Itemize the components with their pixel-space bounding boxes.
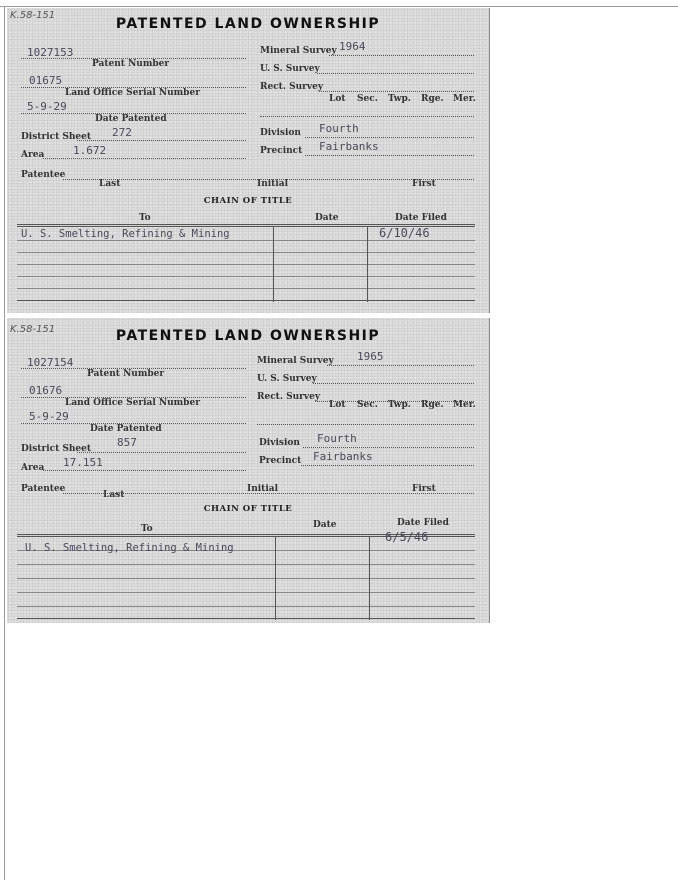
patentee-label: Patentee bbox=[21, 170, 66, 180]
name-col-first: First bbox=[412, 179, 436, 189]
chain-col-date-filed: Date Filed bbox=[395, 213, 447, 223]
name-col-first: First bbox=[412, 484, 436, 494]
serial-number-label: Land Office Serial Number bbox=[65, 88, 200, 98]
rect-survey-label: Rect. Survey bbox=[260, 82, 324, 92]
rect-col-rge: Rge. bbox=[421, 94, 444, 104]
chain-of-title-heading: CHAIN OF TITLE bbox=[203, 196, 293, 206]
card-title: PATENTED LAND OWNERSHIP bbox=[115, 16, 381, 32]
fill-line bbox=[317, 73, 474, 74]
patent-number-label: Patent Number bbox=[92, 59, 170, 69]
rect-col-twp: Twp. bbox=[388, 400, 411, 410]
fill-line bbox=[305, 137, 474, 138]
chain-col-date: Date bbox=[315, 213, 339, 223]
district-sheet-value: 857 bbox=[117, 436, 137, 449]
fill-line bbox=[329, 55, 474, 56]
area-value: 1.672 bbox=[73, 144, 107, 157]
date-patented-value: 5-9-29 bbox=[29, 410, 69, 423]
card-title: PATENTED LAND OWNERSHIP bbox=[115, 328, 381, 344]
chain-to-value: U. S. Smelting, Refining & Mining bbox=[25, 542, 234, 554]
area-label: Area bbox=[21, 463, 45, 473]
name-col-last: Last bbox=[103, 490, 125, 500]
fill-line bbox=[77, 452, 246, 453]
area-value: 17.151 bbox=[63, 456, 103, 469]
mineral-survey-value: 1965 bbox=[357, 350, 384, 363]
rect-col-rge: Rge. bbox=[421, 400, 444, 410]
rect-col-twp: Twp. bbox=[388, 94, 411, 104]
date-patented-value: 5-9-29 bbox=[27, 100, 67, 113]
name-col-last: Last bbox=[99, 179, 121, 189]
area-label: Area bbox=[21, 150, 45, 160]
division-label: Division bbox=[259, 438, 300, 448]
division-value: Fourth bbox=[317, 432, 357, 445]
rect-col-mer: Mer. bbox=[453, 400, 476, 410]
fill-line bbox=[43, 158, 246, 159]
mineral-survey-value: 1964 bbox=[339, 40, 366, 53]
date-patented-label: Date Patented bbox=[95, 114, 167, 124]
rect-col-lot: Lot bbox=[329, 94, 346, 104]
us-survey-label: U. S. Survey bbox=[260, 64, 320, 74]
fill-line bbox=[77, 140, 246, 141]
chain-col-to: To bbox=[141, 524, 153, 534]
card-reference-note: K.58-151 bbox=[10, 10, 56, 21]
date-patented-label: Date Patented bbox=[90, 424, 162, 434]
precinct-label: Precinct bbox=[260, 146, 303, 156]
us-survey-label: U. S. Survey bbox=[257, 374, 317, 384]
precinct-value: Fairbanks bbox=[313, 450, 373, 463]
fill-line bbox=[260, 116, 474, 117]
serial-number-value: 01675 bbox=[29, 74, 63, 87]
fill-line bbox=[301, 465, 474, 466]
fill-line bbox=[327, 365, 474, 366]
rect-col-sec: Sec. bbox=[357, 94, 378, 104]
division-value: Fourth bbox=[319, 122, 359, 135]
fill-line bbox=[305, 155, 474, 156]
chain-date-filed-value: 6/5/46 bbox=[385, 530, 429, 544]
name-col-initial: Initial bbox=[257, 179, 288, 189]
fill-line bbox=[319, 91, 474, 92]
sheet-edge bbox=[0, 6, 678, 7]
fill-line bbox=[43, 470, 246, 471]
land-ownership-card bbox=[7, 8, 490, 313]
patent-number-label: Patent Number bbox=[87, 369, 165, 379]
district-sheet-label: District Sheet bbox=[21, 132, 92, 142]
mineral-survey-label: Mineral Survey bbox=[257, 356, 334, 366]
patent-number-value: 1027154 bbox=[27, 356, 74, 369]
precinct-label: Precinct bbox=[259, 456, 302, 466]
fill-line bbox=[313, 383, 474, 384]
chain-col-date-filed: Date Filed bbox=[397, 518, 449, 528]
land-ownership-card bbox=[7, 318, 490, 623]
division-label: Division bbox=[260, 128, 301, 138]
card-reference-note: K.58-151 bbox=[10, 324, 56, 335]
chain-col-to: To bbox=[139, 213, 151, 223]
fill-line bbox=[303, 447, 474, 448]
serial-number-label: Land Office Serial Number bbox=[65, 398, 200, 408]
patentee-label: Patentee bbox=[21, 484, 66, 494]
chain-date-filed-value: 6/10/46 bbox=[379, 226, 430, 240]
sheet-edge bbox=[4, 6, 5, 880]
mineral-survey-label: Mineral Survey bbox=[260, 46, 337, 56]
rect-col-mer: Mer. bbox=[453, 94, 476, 104]
patent-number-value: 1027153 bbox=[27, 46, 74, 59]
rect-col-lot: Lot bbox=[329, 400, 346, 410]
rect-col-sec: Sec. bbox=[357, 400, 378, 410]
serial-number-value: 01676 bbox=[29, 384, 63, 397]
chain-to-value: U. S. Smelting, Refining & Mining bbox=[21, 228, 230, 240]
chain-of-title-heading: CHAIN OF TITLE bbox=[203, 504, 293, 514]
district-sheet-label: District Sheet bbox=[21, 444, 92, 454]
rect-survey-label: Rect. Survey bbox=[257, 392, 321, 402]
fill-line bbox=[257, 424, 474, 425]
name-col-initial: Initial bbox=[247, 484, 278, 494]
chain-col-date: Date bbox=[313, 520, 337, 530]
district-sheet-value: 272 bbox=[112, 126, 132, 139]
precinct-value: Fairbanks bbox=[319, 140, 379, 153]
